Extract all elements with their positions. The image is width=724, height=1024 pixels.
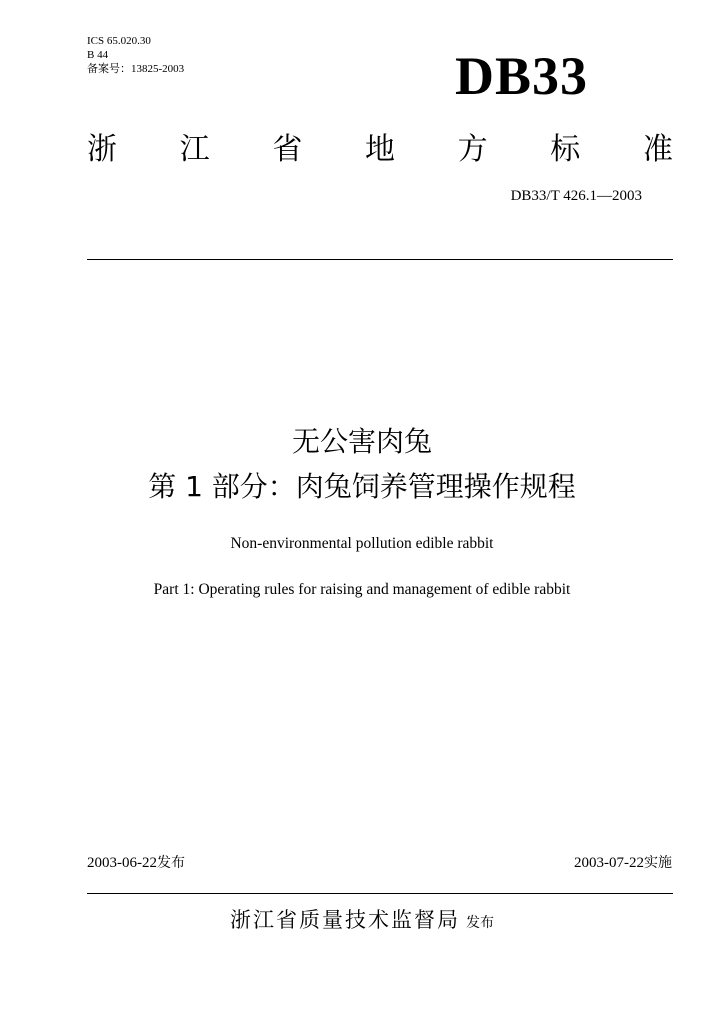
standard-type-char: 标 xyxy=(550,132,581,167)
record-number: 备案号：13825-2003 xyxy=(87,63,185,75)
issue-date-block xyxy=(87,852,185,874)
ics-code: ICS 65.020.30 xyxy=(87,35,151,47)
title-en-line1: Non-environmental pollution edible rabbit xyxy=(230,535,494,552)
ccs-code: B 44 xyxy=(87,49,109,61)
issuer-suffix: 发布 xyxy=(466,915,494,931)
standard-type-char: 地 xyxy=(364,132,395,167)
issue-date: 2003-06-22 xyxy=(87,855,157,871)
standard-code: DB33/T 426.1—2003 xyxy=(510,188,642,204)
standard-logo: DB33 xyxy=(455,46,589,106)
standard-type-char: 江 xyxy=(179,132,210,167)
standard-type-char: 浙 xyxy=(87,132,117,167)
standard-type-char: 准 xyxy=(642,132,673,167)
issue-label: 发布 xyxy=(157,855,185,871)
issuer-org: 浙江省质量技术监督局 xyxy=(230,908,460,932)
top-divider xyxy=(87,259,673,260)
issuer-block xyxy=(0,904,724,934)
title-cn-line2: 第 1 部分：肉兔饲养管理操作规程 xyxy=(148,470,576,503)
standard-type-char: 方 xyxy=(457,132,488,167)
effective-label: 实施 xyxy=(644,855,672,871)
bottom-divider xyxy=(87,893,673,894)
effective-date: 2003-07-22 xyxy=(574,855,644,871)
title-cn-line1: 无公害肉兔 xyxy=(291,425,432,458)
effective-date-block xyxy=(574,852,672,874)
standard-type-char: 省 xyxy=(272,132,303,167)
standard-type-title xyxy=(87,130,673,170)
document-metadata xyxy=(87,34,184,76)
title-en-line2: Part 1: Operating rules for raising and management of edible rabbit xyxy=(153,581,571,598)
